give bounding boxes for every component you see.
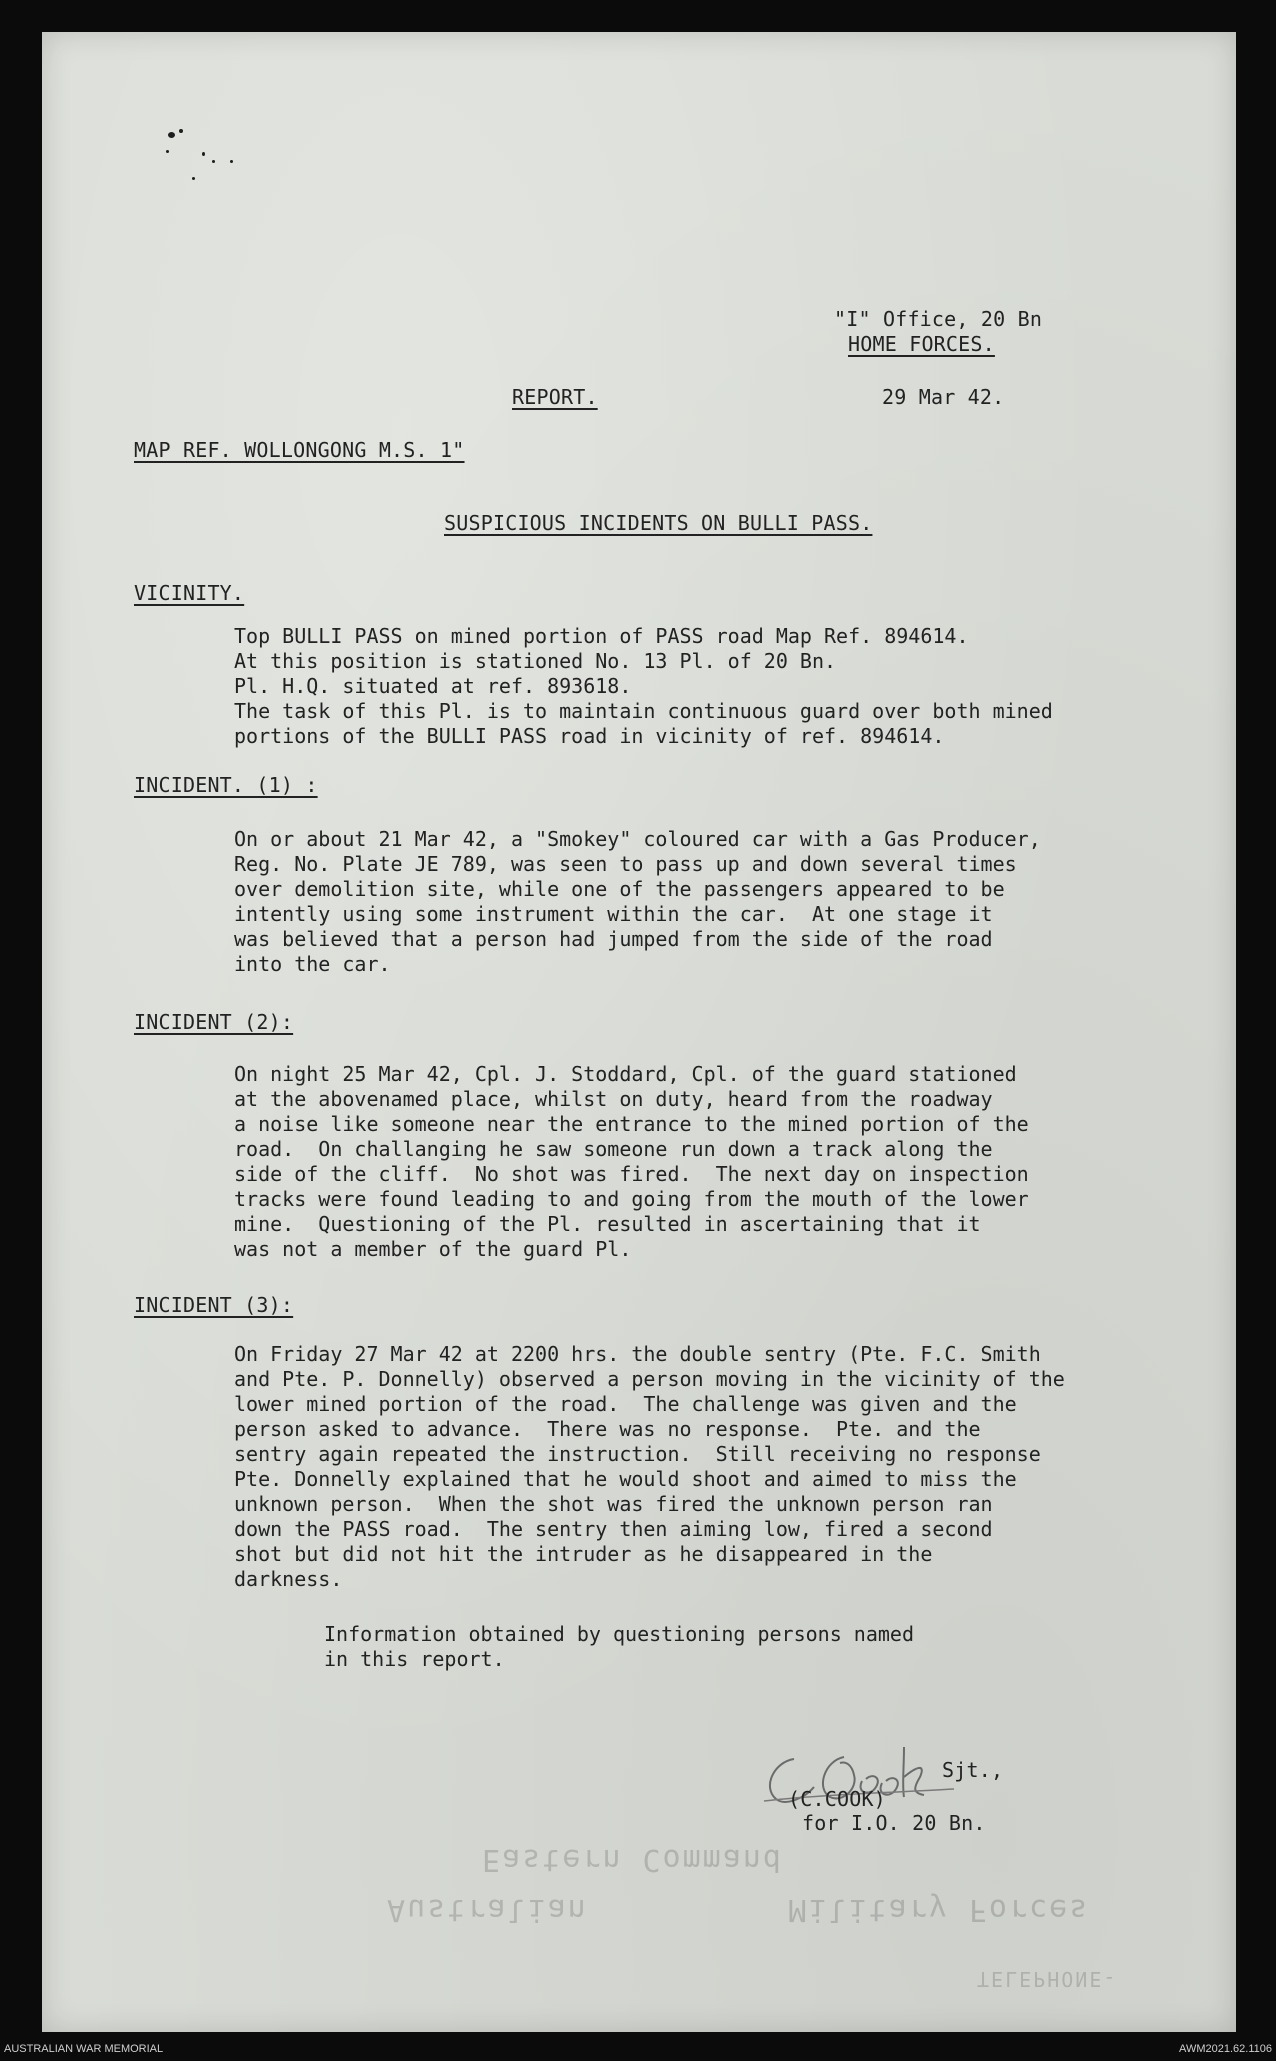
show-through-line: Australian Military Forces (387, 1892, 1090, 1927)
text-line: On or about 21 Mar 42, a "Smokey" coloured car with a Gas Producer, (234, 827, 1041, 851)
text-line: intently using some instrument within the car. At one stage it (234, 902, 993, 926)
text-line: Pl. H.Q. situated at ref. 893618. (234, 674, 632, 698)
text-line: mine. Questioning of the Pl. resulted in ascertaining that it (234, 1212, 981, 1236)
text-line: The task of this Pl. is to maintain continuous guard over both mined (234, 699, 1053, 723)
text-line: lower mined portion of the road. The challenge was given and the (234, 1392, 1017, 1416)
vicinity-paragraph (234, 624, 1053, 749)
text-line: a noise like someone near the entrance to the mined portion of the (234, 1112, 1029, 1136)
map-reference: MAP REF. WOLLONGONG M.S. 1" (134, 438, 465, 462)
signature-rank: Sjt., (942, 1758, 1004, 1782)
text-line: darkness. (234, 1567, 343, 1591)
text-line: down the PASS road. The sentry then aiming low, fired a second (234, 1517, 993, 1541)
incident-3-paragraph (234, 1342, 1065, 1592)
text-line: At this position is stationed No. 13 Pl. of 20 Bn. (234, 649, 837, 673)
signatory-name: (C.COOK) (788, 1787, 886, 1811)
subject-heading: SUSPICIOUS INCIDENTS ON BULLI PASS. (444, 511, 873, 535)
text-line: road. On challanging he saw someone run down a track along the (234, 1137, 993, 1161)
vicinity-heading: VICINITY. (134, 581, 245, 605)
text-line: On Friday 27 Mar 42 at 2200 hrs. the double sentry (Pte. F.C. Smith (234, 1342, 1041, 1366)
text-line: On night 25 Mar 42, Cpl. J. Stoddard, Cpl. of the guard stationed (234, 1062, 1017, 1086)
signature-for-line: for I.O. 20 Bn. (802, 1811, 986, 1835)
report-title: REPORT. (512, 385, 598, 409)
text-line: portions of the BULLI PASS road in vicinity of ref. 894614. (234, 724, 945, 748)
text-line: shot but did not hit the intruder as he disappeared in the (234, 1542, 933, 1566)
text-line: Pte. Donnelly explained that he would shoot and aimed to miss the (234, 1467, 1017, 1491)
text-line: Information obtained by questioning persons named (324, 1622, 915, 1646)
incident-2-paragraph (234, 1062, 1029, 1262)
text-line: unknown person. When the shot was fired the unknown person ran (234, 1492, 993, 1516)
closing-paragraph (324, 1622, 914, 1672)
text-line: person asked to advance. There was no response. Pte. and the (234, 1417, 981, 1441)
incident-1-paragraph (234, 827, 1041, 977)
incident-3-heading: INCIDENT (3): (134, 1293, 294, 1317)
show-through-line: Eastern Command (482, 1842, 783, 1877)
text-line: and Pte. P. Donnelly) observed a person moving in the vicinity of the (234, 1367, 1065, 1391)
text-line: into the car. (234, 952, 391, 976)
text-line: over demolition site, while one of the passengers appeared to be (234, 877, 1005, 901)
footer-credit: AUSTRALIAN WAR MEMORIAL (4, 2043, 164, 2055)
incident-1-heading: INCIDENT. (1) : (134, 773, 318, 797)
text-line: side of the cliff. No shot was fired. The next day on inspection (234, 1162, 1029, 1186)
text-line: in this report. (324, 1647, 505, 1671)
report-date: 29 Mar 42. (882, 385, 1005, 409)
text-line: sentry again repeated the instruction. Still receiving no response (234, 1442, 1041, 1466)
footer-accession-number: AWM2021.62.1106 (1179, 2043, 1272, 2055)
document-page (42, 32, 1236, 2032)
office-line: "I" Office, 20 Bn (834, 307, 1043, 331)
unit-line: HOME FORCES. (848, 332, 995, 356)
incident-2-heading: INCIDENT (2): (134, 1010, 294, 1034)
text-line: at the abovenamed place, whilst on duty, heard from the roadway (234, 1087, 993, 1111)
text-line: Reg. No. Plate JE 789, was seen to pass up and down several times (234, 852, 1017, 876)
text-line: tracks were found leading to and going from the mouth of the lower (234, 1187, 1029, 1211)
show-through-line: TELEPHONE- (977, 1967, 1118, 1991)
text-line: was not a member of the guard Pl. (234, 1237, 632, 1261)
text-line: was believed that a person had jumped from the side of the road (234, 927, 993, 951)
text-line: Top BULLI PASS on mined portion of PASS road Map Ref. 894614. (234, 624, 969, 648)
